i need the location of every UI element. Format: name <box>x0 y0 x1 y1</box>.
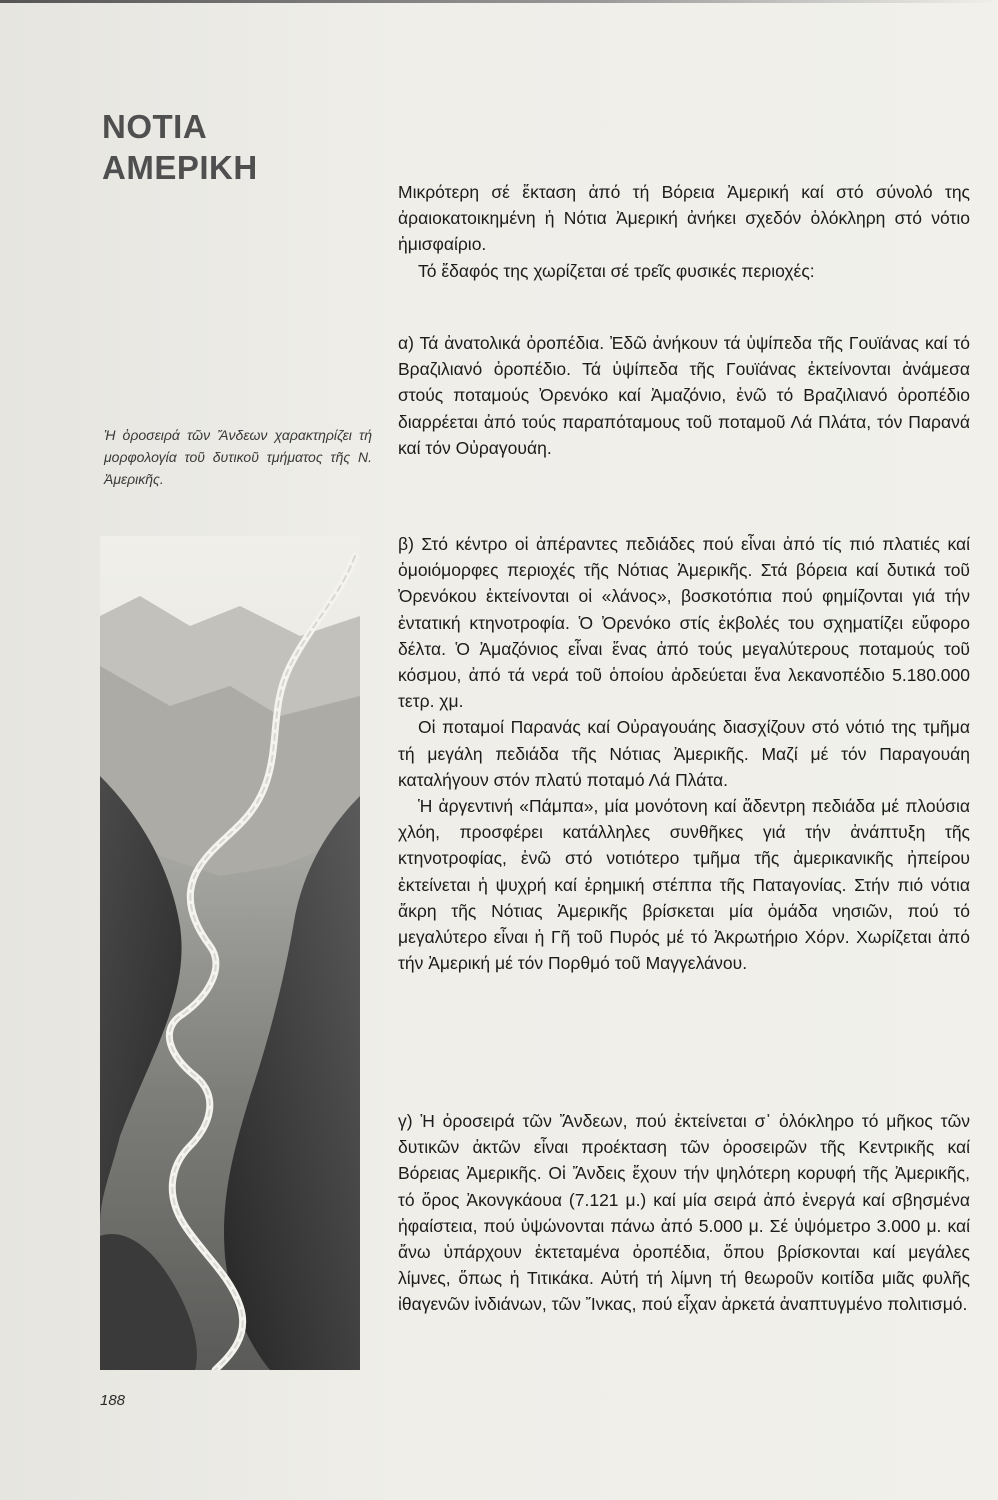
section-b-paragraph-3: Ἡ ἀργεντινή «Πάμπα», μία μονότονη καί ἄδεντρη πεδιάδα μέ πλούσια χλόη, προσφέρει κατάλληλες συνθῆκες γιά τήν ἀνάπτυξη τῆς κτηνοτροφίας, ἐνῶ στό νοτιότερο τμῆμα τῆς ἀμερικανικῆς ἠπείρου ἐκτείνεται ἡ ψυχρή καί ἐρημική στέππα τῆς Παταγονίας. Στήν πιό νότια ἄκρη τῆς Νότιας Ἀμερικῆς βρίσκεται μία ὁμάδα νησιῶν, πού τό μεγαλύτερο εἶναι ἡ Γῆ τοῦ Πυρός μέ τό Ἀκρωτήριο Χόρν. Χωρίζεται ἀπό τήν Ἀμερική μέ τόν Πορθμό τοῦ Μαγγελάνου. <box>398 796 970 974</box>
photo-caption: Ἡ ὀροσειρά τῶν Ἄνδεων χαρακτηρίζει τή μορφολογία τοῦ δυτικοῦ τμήματος τῆς Ν. Ἀμερικῆς. <box>104 427 372 487</box>
chapter-title-line-1: ΝΟΤΙΑ <box>102 108 208 145</box>
chapter-title-line-2: ΑΜΕΡΙΚΗ <box>102 149 258 186</box>
section-b-paragraph-2: Οἱ ποταμοί Παρανάς καί Οὐραγουάης διασχίζουν στό νότιό της τμῆμα τή μεγάλη πεδιάδα τῆς Νότιας Ἀμερικῆς. Μαζί μέ τόν Παραγουάη καταλήγουν στόν πλατύ ποταμό Λά Πλάτα. <box>398 717 970 790</box>
intro-paragraph-2: Τό ἔδαφός της χωρίζεται σέ τρεῖς φυσικές περιοχές: <box>418 260 815 281</box>
section-b-paragraph-1: β) Στό κέντρο οἱ ἀπέραντες πεδιάδες πού εἶναι ἀπό τίς πιό πλατιές καί ὁμοιόμορφες περιοχές τῆς Νότιας Ἀμερικῆς. Στά βόρεια καί δυτικά τοῦ Ὀρενόκου ἐκτείνονται οἱ «λάνος», βοσκοτόπια πού φημίζονται γιά τήν ἐντατική κτηνοτροφία. Ὁ Ὀρενόκο στίς ἐκβολές του σχηματίζει εὔφορο δέλτα. Ὁ Ἀμαζόνιος εἶναι ἕνας ἀπό τούς μεγαλύτερους ποταμούς τοῦ κόσμου, ἀπό τά νερά τοῦ ὁποίου ἀρδεύεται ἕνα λεκανοπέδιο 5.180.000 τετρ. χμ. <box>398 534 970 712</box>
aerial-river-valley-photo <box>100 536 360 1370</box>
chapter-title <box>102 106 258 188</box>
page-number: 188 <box>100 1392 126 1409</box>
intro-text <box>398 179 970 284</box>
section-andes <box>398 1108 970 1318</box>
section-a-paragraph: α) Τά ἀνατολικά ὀροπέδια. Ἐδῶ ἀνήκουν τά ὑψίπεδα τῆς Γουϊάνας καί τό Βραζιλιανό ὀροπέδιο. Τά ὑψίπεδα τῆς Γουϊάνας ἐκτείνονται ἀνάμεσα στούς ποταμούς Ὀρενόκο καί Ἀμαζόνιο, ἐνῶ τό Βραζιλιανό ὀροπέδιο διαρρέεται ἀπό τούς παραπόταμους τοῦ ποταμοῦ Λά Πλάτα, τόν Παρανά καί τόν Οὐραγουάη. <box>398 333 970 458</box>
section-eastern-plateaus <box>398 330 970 461</box>
section-c-paragraph: γ) Ἡ ὀροσειρά τῶν Ἄνδεων, πού ἐκτείνεται σ᾽ ὁλόκληρο τό μῆκος τῶν δυτικῶν ἀκτῶν εἶναι προέκταση τῶν ὀροσειρῶν τῆς Κεντρικῆς καί Βόρειας Ἀμερικῆς. Οἱ Ἄνδεις ἔχουν τήν ψηλότερη κορυφή τῆς Ἀμερικῆς, τό ὄρος Ἀκονγκάουα (7.121 μ.) καί μία σειρά ἀπό ἐνεργά καί σβησμένα ἡφαίστεια, πού ὑψώνονται πάνω ἀπό 5.000 μ. Σέ ὑψόμετρο 3.000 μ. καί ἄνω ὑπάρχουν ἐκτεταμένα ὀροπέδια, ὅπου βρίσκονται καί μεγάλες λίμνες, ὅπως ἡ Τιτικάκα. Αὐτή τή λίμνη τή θεωροῦν κοιτίδα μιᾶς φυλῆς ἰθαγενῶν ἰνδιάνων, τῶν Ἴνκας, πού εἶχαν ἀρκετά ἀναπτυγμένο πολιτισμό. <box>398 1111 970 1315</box>
intro-paragraph-1: Μικρότερη σέ ἔκταση ἀπό τή Βόρεια Ἀμερική καί στό σύνολό της ἀραιοκατοικημένη ἡ Νότια Ἀμερική ἀνήκει σχεδόν ὁλόκληρη στό νότιο ἡμισφαίριο. <box>398 182 970 255</box>
page-top-edge <box>0 0 998 3</box>
section-central-plains <box>398 531 970 976</box>
